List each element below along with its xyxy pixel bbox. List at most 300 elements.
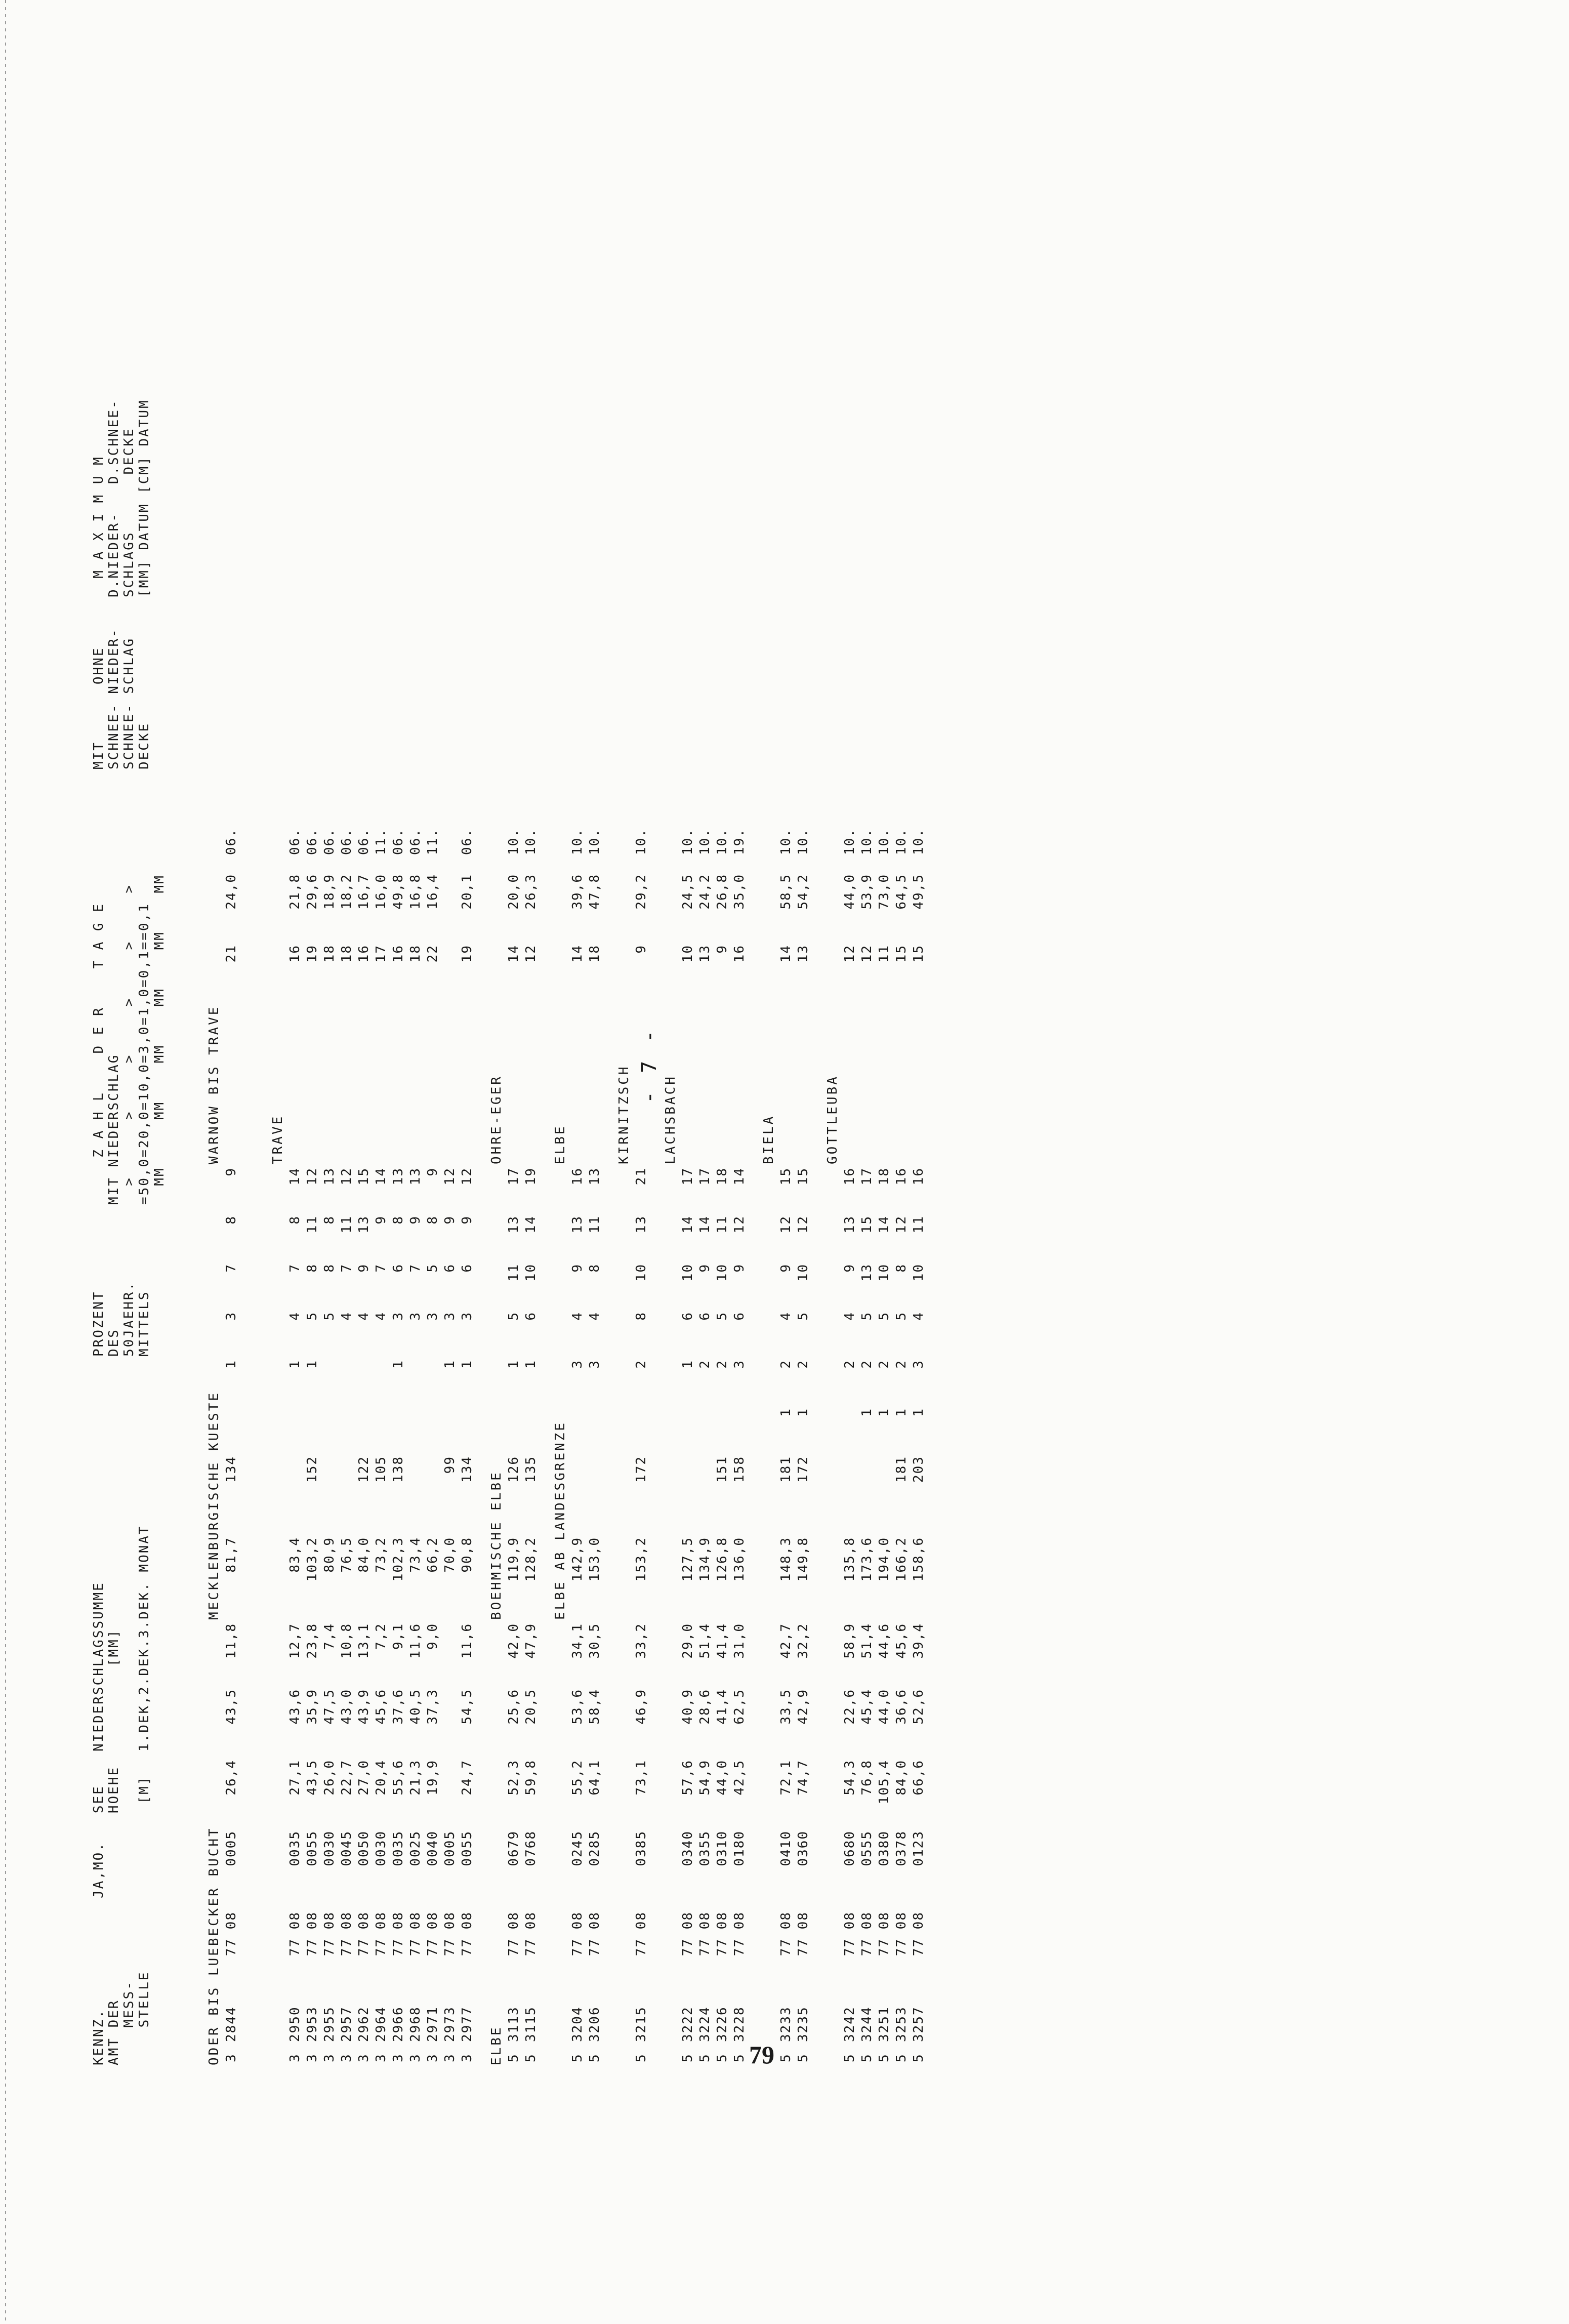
table-cell: 30,5 [587,1623,602,1659]
table-cell: 11,6 [460,1623,475,1659]
table-cell: 18 [877,1167,892,1186]
table-cell: 12 [523,945,539,963]
table-cell: 7 [287,1263,303,1273]
table-cell: 35,0 [732,874,747,910]
table-cell: 42,5 [732,1760,747,1796]
table-cell [222,724,239,764]
section-row [475,724,504,2065]
table-cell: 0679 [506,1830,521,1866]
table-cell: 3 [425,2053,440,2062]
table-cell: 74,7 [796,1760,811,1796]
table-cell: 0380 [877,1830,892,1866]
table-row [406,724,423,2065]
table-cell: 12 [842,945,857,963]
table-cell: 10 [911,1263,926,1282]
table-cell [504,1017,521,1164]
table-cell: 90,8 [460,1537,475,1573]
table-cell: 0360 [796,1830,811,1866]
header-kennz: KENNZ. AMT DER MESS- STELLE [91,1971,152,2065]
table-cell: 83,4 [287,1537,303,1573]
table-cell: 20,0 [506,874,521,910]
subsection-label: TRAVE [270,1114,285,1164]
table-cell: 16,4 [425,874,440,910]
table-cell: 9 [842,1263,857,1273]
table-cell: 18,9 [322,874,337,910]
table-cell: 14 [570,945,585,963]
table-cell [585,1405,602,1453]
table-row [303,724,320,2065]
table-cell: 37,3 [425,1689,440,1725]
table-cell: 4 [287,1312,303,1321]
table-cell: 10 [680,945,695,963]
table-cell [632,764,649,825]
table-cell [337,1357,354,1405]
table-cell: 9,0 [425,1623,440,1650]
table-row [423,724,440,2065]
table-cell [875,1453,892,1534]
table-cell: 3 [425,1312,440,1321]
table-cell: 5 [877,2053,892,2062]
table-cell: 26,3 [523,874,539,910]
table-cell: 19. [732,828,747,855]
table-cell: 44,0 [842,874,857,910]
table-cell: 5 [859,1312,875,1321]
table-cell: 8 [322,1215,337,1225]
table-cell: 11. [425,828,440,855]
table-cell: 77 08 [715,1911,730,1956]
table-cell: 19,9 [425,1760,440,1796]
table-body [192,724,926,2065]
table-cell: 1 [894,1408,909,1417]
table-cell [440,825,458,871]
table-cell: 12 [442,1167,458,1186]
table-cell: 5 [894,2053,909,2062]
table-cell: 2 [778,1360,794,1369]
table-cell: 16 [391,945,406,963]
table-cell: 81,7 [224,1537,239,1573]
table-cell: 21,8 [287,874,303,910]
table-cell: 55,2 [570,1760,585,1796]
table-cell: 18 [587,945,602,963]
table-cell: 0055 [305,1830,320,1866]
table-cell: 21 [224,945,239,963]
table-cell: 66,2 [425,1537,440,1573]
table-cell [285,764,303,825]
table-cell: 4 [339,1312,354,1321]
table-cell [568,1405,585,1453]
table-cell: 9 [224,1167,239,1176]
table-cell: 11. [374,828,389,855]
table-cell [303,764,320,825]
table-cell: 06. [408,828,423,855]
table-cell: 0180 [732,1830,747,1866]
table-cell: 166,2 [894,1537,909,1582]
table-cell: 3242 [842,2006,857,2042]
table-cell: 102,3 [391,1537,406,1582]
table-cell: 0385 [634,1830,649,1866]
table-row [730,724,747,2065]
table-cell: 134 [460,1456,475,1483]
table-cell [423,1017,440,1164]
table-cell: 16 [894,1167,909,1186]
table-row [909,724,926,2065]
table-cell: 32,2 [796,1623,811,1659]
table-cell: 45,4 [859,1689,875,1725]
table-cell: 49,8 [391,874,406,910]
subsection-row [256,724,285,2065]
table-cell: 73,2 [374,1537,389,1573]
table-cell: 9 [715,945,730,954]
table-cell: 8 [224,1215,239,1225]
table-cell: 5 [796,1312,811,1321]
table-cell [713,764,730,825]
spacer-cell [747,1164,776,2065]
table-cell: 9 [570,1263,585,1273]
table-cell [678,724,695,764]
table-cell: 44,6 [877,1623,892,1659]
table-cell: 66,6 [911,1760,926,1796]
table-cell: 80,9 [322,1537,337,1573]
table-cell: 54,3 [842,1760,857,1796]
table-cell: 8 [634,1312,649,1321]
table-cell: 149,8 [796,1537,811,1582]
table-cell [423,724,440,764]
table-cell: 33,5 [778,1689,794,1725]
table-cell: 9 [374,1215,389,1225]
table-cell: 10. [523,828,539,855]
table-cell: 36,6 [894,1689,909,1725]
table-cell [678,764,695,825]
table-cell [458,1017,475,1164]
table-cell: 39,4 [911,1623,926,1659]
table-cell: 19 [460,945,475,963]
table-cell: 7 [339,1263,354,1273]
section-label-right: ELBE AB LANDESGRENZE [553,1420,568,1620]
subsection-label: GOTTLEUBA [825,1075,840,1164]
table-cell: 06. [391,828,406,855]
table-cell: 53,9 [859,874,875,910]
table-cell: 3 [442,2053,458,2062]
table-cell: 2968 [408,2006,423,2042]
table-cell: 5 [634,2053,649,2062]
table-cell: 1 [460,1360,475,1369]
table-cell: 3235 [796,2006,811,2042]
table-cell: 42,0 [506,1623,521,1659]
table-cell: 14 [778,945,794,963]
table-cell [632,1017,649,1164]
table-cell: 44,0 [877,1689,892,1725]
table-cell: 172 [796,1456,811,1483]
table-cell [909,724,926,764]
table-cell: 14 [680,1215,695,1234]
table-cell [406,724,423,764]
table-cell: 9 [460,1215,475,1225]
page-title: - 7 - [638,1027,661,1104]
table-cell: 2 [894,1360,909,1369]
table-cell: 2971 [425,2006,440,2042]
table-cell: 77 08 [506,1911,521,1956]
table-cell: 57,6 [680,1760,695,1796]
table-cell: 153,2 [634,1537,649,1582]
table-cell: 5 [680,2053,695,2062]
table-cell: 70,0 [442,1537,458,1573]
table-cell: 0378 [894,1830,909,1866]
table-cell: 8 [587,1263,602,1273]
section-label-right: BOEHMISCHE ELBE [489,1471,504,1620]
table-cell: 6 [391,1263,406,1273]
spacer-cell [602,1164,632,2065]
table-cell: 77 08 [322,1911,337,1956]
table-cell: 2 [842,1360,857,1369]
table-cell: 77 08 [894,1911,909,1956]
table-cell: 77 08 [732,1911,747,1956]
table-row [776,724,794,2065]
table-cell [354,764,371,825]
table-cell: 42,9 [796,1689,811,1725]
table-cell [371,1017,389,1164]
table-cell: 9 [442,1215,458,1225]
table-cell [892,764,909,825]
table-cell: 45,6 [894,1623,909,1659]
table-cell: 77 08 [287,1911,303,1956]
table-cell: 52,6 [911,1689,926,1725]
table-cell: 19 [523,1167,539,1186]
table-cell: 1 [442,1360,458,1369]
table-cell: 13 [408,1167,423,1186]
table-cell: 2 [877,1360,892,1369]
table-cell: 0310 [715,1830,730,1866]
table-cell [423,1453,440,1534]
table-cell: 13 [506,1215,521,1234]
table-cell: 3222 [680,2006,695,2042]
table-cell [632,1405,649,1453]
table-cell: 3113 [506,2006,521,2042]
table-cell: 06. [305,828,320,855]
table-cell: 52,3 [506,1760,521,1796]
table-cell [354,724,371,764]
table-cell [504,764,521,825]
table-cell [730,1017,747,1164]
table-cell: 73,1 [634,1760,649,1796]
table-cell: 14 [506,945,521,963]
table-cell [794,1017,811,1164]
header-mit-ohne: MIT OHNE SCHNEE- NIEDER- SCHNEE- SCHLAG DECKE [91,628,152,769]
table-cell: 10. [778,828,794,855]
table-cell [440,871,458,942]
table-cell: 4 [374,1312,389,1321]
table-cell: 18 [339,945,354,963]
table-cell: 45,6 [374,1689,389,1725]
table-cell: 7,4 [322,1623,337,1650]
table-cell: 138 [391,1456,406,1483]
table-row [285,724,303,2065]
table-cell: 1 [305,1360,320,1369]
table-cell [875,1017,892,1164]
table-cell: 28,6 [697,1689,713,1725]
table-cell: 29,6 [305,874,320,910]
table-cell: 29,0 [680,1623,695,1659]
table-row [678,724,695,2065]
table-cell: 10 [877,1263,892,1282]
table-cell: 0055 [460,1830,475,1866]
table-cell [695,1017,713,1164]
table-cell [320,724,337,764]
table-cell [521,724,539,764]
table-cell: 0035 [287,1830,303,1866]
table-row [222,724,239,2065]
section-label-far: WARNOW BIS TRAVE [207,1005,222,1164]
table-cell: 51,4 [859,1623,875,1659]
table-cell [909,1017,926,1164]
table-cell: 06. [460,828,475,855]
table-cell [776,764,794,825]
table-cell: 17 [506,1167,521,1186]
table-cell [678,1017,695,1164]
table-row [857,724,875,2065]
table-cell [568,764,585,825]
table-cell [406,1453,423,1534]
table-cell [354,1017,371,1164]
table-cell: 5 [425,1263,440,1273]
table-cell: 24,0 [224,874,239,910]
spacer-cell [256,1164,285,2065]
table-cell: 64,5 [894,874,909,910]
table-cell: 126 [506,1456,521,1483]
table-cell: 17 [697,1167,713,1186]
table-cell: 12 [305,1167,320,1186]
table-cell: 33,2 [634,1623,649,1659]
table-cell [504,724,521,764]
table-cell: 17 [680,1167,695,1186]
table-cell: 26,8 [715,874,730,910]
table-cell [303,724,320,764]
table-cell: 2 [796,1360,811,1369]
table-cell: 77 08 [680,1911,695,1956]
table-cell: 15 [356,1167,371,1186]
table-cell: 17 [374,945,389,963]
table-cell: 43,6 [287,1689,303,1725]
table-cell: 10. [859,828,875,855]
table-cell: 77 08 [305,1911,320,1956]
table-cell: 7,2 [374,1623,389,1650]
table-cell: 20,4 [374,1760,389,1796]
table-cell [389,724,406,764]
table-cell: 0005 [442,1830,458,1866]
header-prozent: PROZENT DES 50JAEHR. MITTELS [91,1281,152,1357]
table-cell: 18 [715,1167,730,1186]
table-cell: 3 [305,2053,320,2062]
table-cell: 2957 [339,2006,354,2042]
table-cell: 77 08 [842,1911,857,1956]
table-cell: 2955 [322,2006,337,2042]
section-label: ELBE [489,2025,504,2065]
table-cell [285,1017,303,1164]
subsection-row [811,724,840,2065]
table-cell: 34,1 [570,1623,585,1659]
table-cell: 0355 [697,1830,713,1866]
table-cell [423,1357,440,1405]
table-cell: 2 [634,1360,649,1369]
table-cell: 10. [796,828,811,855]
table-cell [440,1620,458,1686]
table-cell: 13 [322,1167,337,1186]
table-cell: 16,8 [408,874,423,910]
spacer-cell [811,1164,840,2065]
table-cell: 15 [894,945,909,963]
section-label: ODER BIS LUEBECKER BUCHT [207,1826,222,2065]
table-cell: 3244 [859,2006,875,2042]
table-cell [423,764,440,825]
table-cell: 3 [570,1360,585,1369]
table-cell [354,1405,371,1453]
table-cell: 26,0 [322,1760,337,1796]
table-cell [585,1453,602,1534]
table-cell: 77 08 [796,1911,811,1956]
table-cell: 13 [356,1215,371,1234]
table-cell: 151 [715,1456,730,1483]
table-cell [285,1453,303,1534]
table-cell: 7 [408,1263,423,1273]
table-cell [320,1405,337,1453]
table-cell: 11,6 [408,1623,423,1659]
table-cell: 41,4 [715,1689,730,1725]
table-cell [354,1357,371,1405]
table-cell: 3115 [523,2006,539,2042]
table-cell: 25,6 [506,1689,521,1725]
table-cell [371,724,389,764]
table-cell: 12 [339,1167,354,1186]
table-cell: 49,5 [911,874,926,910]
table-cell: 5 [506,1312,521,1321]
section-label-right: MECKLENBURGISCHE KUESTE [207,1391,222,1620]
table-cell: 3206 [587,2006,602,2042]
table-cell [285,724,303,764]
table-cell: 122 [356,1456,371,1483]
table-cell: 3257 [911,2006,926,2042]
header-zahl-der-tage: Z A H L D E R T A G E MIT NIEDERSCHLAG > > > > > > =50,0=20,0=10,0=3,0=1,0=0,1==0,1 MM MM MM MM MM MM [91,874,167,1205]
table-cell [909,764,926,825]
table-cell: 27,1 [287,1760,303,1796]
table-cell [695,764,713,825]
table-cell: 3228 [732,2006,747,2042]
table-cell: 0680 [842,1830,857,1866]
table-row [840,724,857,2065]
table-cell: 10. [570,828,585,855]
table-cell: 14 [732,1167,747,1186]
table-cell: 5 [570,2053,585,2062]
table-cell: 2950 [287,2006,303,2042]
table-cell: 3224 [697,2006,713,2042]
table-cell: 13 [391,1167,406,1186]
table-cell: 0245 [570,1830,585,1866]
table-cell: 14 [523,1215,539,1234]
table-cell: 77 08 [523,1911,539,1956]
table-cell: 3 [460,1312,475,1321]
table-cell [389,1405,406,1453]
table-cell [794,764,811,825]
table-cell [337,1405,354,1453]
table-cell: 10. [680,828,695,855]
table-cell: 10. [715,828,730,855]
table-cell: 3 [408,2053,423,2062]
table-cell: 39,6 [570,874,585,910]
table-cell: 3 [460,2053,475,2062]
table-cell [285,1405,303,1453]
subsection-label: BIELA [761,1114,776,1164]
table-cell: 77 08 [877,1911,892,1956]
spacer-row [239,724,256,2065]
table-cell: 22 [425,945,440,963]
